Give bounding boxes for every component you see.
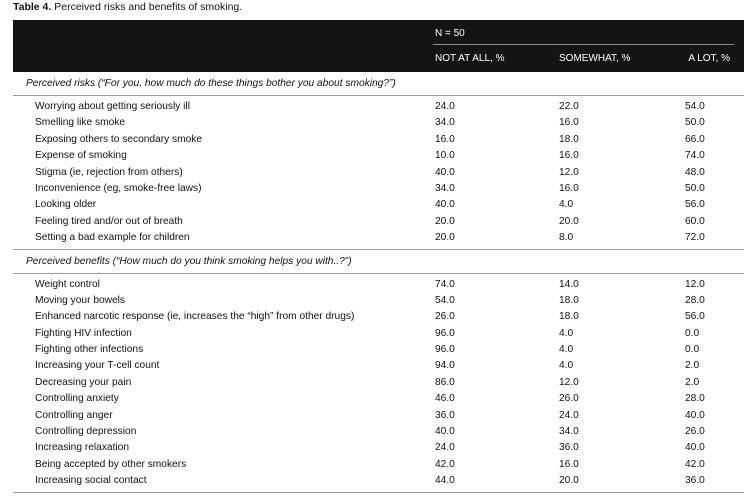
cell-not-at-all: 44.0 — [435, 475, 455, 487]
table-caption — [13, 0, 242, 14]
table-row — [13, 230, 744, 246]
row-label: Controlling anger — [35, 409, 113, 421]
row-label: Increasing social contact — [35, 475, 147, 487]
table-row — [13, 165, 744, 181]
header-divider — [433, 44, 734, 45]
cell-not-at-all: 20.0 — [435, 232, 455, 244]
cell-not-at-all: 46.0 — [435, 393, 455, 405]
section-rows — [13, 96, 744, 249]
column-header-not-at-all: NOT AT ALL, % — [435, 53, 505, 64]
cell-not-at-all: 40.0 — [435, 426, 455, 438]
cell-somewhat: 8.0 — [559, 232, 574, 244]
cell-a-lot: 28.0 — [685, 294, 705, 306]
column-header-a-lot: A LOT, % — [688, 53, 730, 64]
table-row — [13, 342, 744, 358]
row-label: Fighting other infections — [35, 344, 144, 356]
table-body — [13, 72, 744, 492]
cell-somewhat: 12.0 — [559, 376, 579, 388]
table-row — [13, 391, 744, 407]
cell-not-at-all: 54.0 — [435, 294, 455, 306]
cell-somewhat: 16.0 — [559, 458, 579, 470]
row-label: Increasing relaxation — [35, 442, 130, 454]
cell-a-lot: 0.0 — [685, 327, 700, 339]
cell-not-at-all: 24.0 — [435, 442, 455, 454]
cell-a-lot: 66.0 — [685, 133, 705, 145]
cell-not-at-all: 40.0 — [435, 199, 455, 211]
cell-somewhat: 22.0 — [559, 101, 579, 112]
table-row — [13, 148, 744, 164]
table-row — [13, 473, 744, 489]
row-label: Weight control — [35, 278, 100, 290]
cell-not-at-all: 96.0 — [435, 344, 455, 356]
cell-not-at-all: 86.0 — [435, 376, 455, 388]
cell-somewhat: 18.0 — [559, 294, 579, 306]
cell-not-at-all: 26.0 — [435, 311, 455, 323]
row-label: Increasing your T-cell count — [35, 360, 160, 372]
cell-a-lot: 0.0 — [685, 344, 700, 356]
cell-a-lot: 50.0 — [685, 182, 705, 194]
cell-somewhat: 34.0 — [559, 426, 579, 438]
row-label: Feeling tired and/or out of breath — [35, 215, 183, 227]
table-row — [13, 457, 744, 473]
table-row — [13, 277, 744, 293]
cell-a-lot: 40.0 — [685, 442, 705, 454]
cell-not-at-all: 34.0 — [435, 182, 455, 194]
row-label: Stigma (ie, rejection from others) — [35, 166, 183, 178]
section-heading: Perceived benefits (“How much do you think smoking helps you with..?”) — [13, 249, 744, 274]
table-title: Perceived risks and benefits of smoking. — [54, 1, 243, 13]
cell-a-lot: 28.0 — [685, 393, 705, 405]
cell-somewhat: 18.0 — [559, 133, 579, 145]
cell-somewhat: 4.0 — [559, 199, 574, 211]
cell-a-lot: 48.0 — [685, 166, 705, 178]
cell-not-at-all: 42.0 — [435, 458, 455, 470]
cell-not-at-all: 74.0 — [435, 278, 455, 290]
cell-somewhat: 20.0 — [559, 475, 579, 487]
table-row — [13, 99, 744, 115]
row-label: Expense of smoking — [35, 150, 127, 162]
table-row — [13, 440, 744, 456]
row-label: Controlling anxiety — [35, 393, 119, 405]
row-label: Controlling depression — [35, 426, 137, 438]
cell-somewhat: 16.0 — [559, 182, 579, 194]
row-label: Worrying about getting seriously ill — [35, 101, 190, 112]
row-label: Being accepted by other smokers — [35, 458, 187, 470]
row-label: Looking older — [35, 199, 97, 211]
table-row — [13, 293, 744, 309]
data-table — [13, 20, 744, 493]
cell-somewhat: 18.0 — [559, 311, 579, 323]
cell-not-at-all: 40.0 — [435, 166, 455, 178]
cell-somewhat: 20.0 — [559, 215, 579, 227]
cell-a-lot: 36.0 — [685, 475, 705, 487]
table-row — [13, 197, 744, 213]
cell-not-at-all: 16.0 — [435, 133, 455, 145]
row-label: Moving your bowels — [35, 294, 126, 306]
section-rows — [13, 274, 744, 492]
cell-not-at-all: 96.0 — [435, 327, 455, 339]
cell-a-lot: 26.0 — [685, 426, 705, 438]
cell-somewhat: 36.0 — [559, 442, 579, 454]
table-row — [13, 309, 744, 325]
cell-somewhat: 4.0 — [559, 360, 574, 372]
table-row — [13, 132, 744, 148]
cell-somewhat: 24.0 — [559, 409, 579, 421]
cell-not-at-all: 10.0 — [435, 150, 455, 162]
cell-not-at-all: 24.0 — [435, 101, 455, 112]
table-row — [13, 358, 744, 374]
cell-not-at-all: 94.0 — [435, 360, 455, 372]
cell-somewhat: 14.0 — [559, 278, 579, 290]
row-label: Exposing others to secondary smoke — [35, 133, 203, 145]
row-label: Smelling like smoke — [35, 117, 126, 129]
cell-not-at-all: 20.0 — [435, 215, 455, 227]
cell-somewhat: 12.0 — [559, 166, 579, 178]
section-heading: Perceived risks (“For you, how much do these things bother you about smoking?”) — [13, 72, 744, 96]
cell-somewhat: 16.0 — [559, 117, 579, 129]
cell-a-lot: 74.0 — [685, 150, 705, 162]
table-bottom-rule — [13, 492, 744, 493]
cell-a-lot: 60.0 — [685, 215, 705, 227]
cell-somewhat: 16.0 — [559, 150, 579, 162]
cell-a-lot: 12.0 — [685, 278, 705, 290]
row-label: Inconvenience (eg, smoke-free laws) — [35, 182, 202, 194]
table-row — [13, 408, 744, 424]
cell-a-lot: 54.0 — [685, 101, 705, 112]
row-label: Decreasing your pain — [35, 376, 132, 388]
cell-a-lot: 40.0 — [685, 409, 705, 421]
table-row — [13, 375, 744, 391]
cell-somewhat: 4.0 — [559, 327, 574, 339]
column-header-somewhat: SOMEWHAT, % — [559, 53, 631, 64]
cell-a-lot: 2.0 — [685, 360, 700, 372]
cell-a-lot: 50.0 — [685, 117, 705, 129]
cell-a-lot: 72.0 — [685, 232, 705, 244]
cell-a-lot: 56.0 — [685, 199, 705, 211]
table-row — [13, 115, 744, 131]
cell-a-lot: 56.0 — [685, 311, 705, 323]
cell-a-lot: 2.0 — [685, 376, 700, 388]
table-header — [13, 20, 744, 72]
table-number: Table 4. — [13, 1, 52, 13]
cell-a-lot: 42.0 — [685, 458, 705, 470]
row-label: Enhanced narcotic response (ie, increases the “high” from other drugs) — [35, 311, 355, 323]
row-label: Setting a bad example for children — [35, 232, 190, 244]
cell-not-at-all: 36.0 — [435, 409, 455, 421]
table-row — [13, 424, 744, 440]
cell-somewhat: 4.0 — [559, 344, 574, 356]
table-row — [13, 214, 744, 230]
row-label: Fighting HIV infection — [35, 327, 132, 339]
cell-not-at-all: 34.0 — [435, 117, 455, 129]
table-row — [13, 326, 744, 342]
cell-somewhat: 26.0 — [559, 393, 579, 405]
sample-size-label: N = 50 — [435, 28, 465, 39]
table-row — [13, 181, 744, 197]
